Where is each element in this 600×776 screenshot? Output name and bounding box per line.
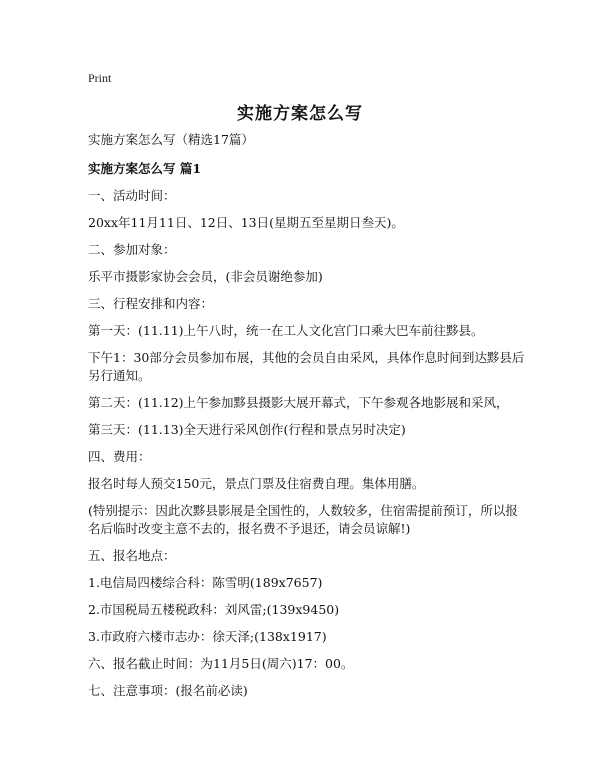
paragraph-activity-time: 20xx年11月11日、12日、13日(星期五至星期日叁天)。 — [88, 215, 404, 230]
paragraph-day-three: 第三天：(11.13)全天进行采风创作(行程和景点另时决定) — [88, 422, 406, 437]
paragraph-participants-heading: 二、参加对象： — [88, 242, 176, 257]
print-label: Print — [88, 71, 112, 85]
document-subtitle: 实施方案怎么写（精选17篇） — [88, 132, 254, 147]
paragraph-itinerary-heading: 三、行程安排和内容： — [88, 296, 214, 311]
paragraph-participants: 乐平市摄影家协会会员，(非会员谢绝参加) — [88, 269, 323, 284]
paragraph-location-2: 2.市国税局五楼税政科：刘风雷;(139x9450) — [88, 602, 340, 617]
paragraph-afternoon-note: 下午1：30部分会员参加布展，其他的会员自由采风，具体作息时间到达黟县后另行通知。 — [88, 350, 525, 383]
paragraph-deadline: 六、报名截止时间：为11月5日(周六)17：00。 — [88, 656, 354, 671]
paragraph-fees: 报名时每人预交150元，景点门票及住宿费自理。集体用膳。 — [88, 476, 425, 491]
paragraph-notes-heading: 七、注意事项：(报名前必读) — [88, 683, 248, 698]
paragraph-location-1: 1.电信局四楼综合科：陈雪明(189x7657) — [88, 575, 323, 590]
paragraph-fees-heading: 四、费用： — [88, 449, 151, 464]
paragraph-day-two: 第二天：(11.12)上午参加黟县摄影大展开幕式，下午参观各地影展和采风， — [88, 395, 509, 410]
paragraph-special-notice: (特别提示：因此次黟县影展是全国性的，人数较多，住宿需提前预订，所以报名后临时改变主意不去的，报名费不予退还，请会员谅解!) — [88, 503, 518, 536]
paragraph-location-3: 3.市政府六楼市志办：徐天泽;(138x1917) — [88, 629, 327, 644]
document-title: 实施方案怎么写 — [237, 104, 363, 124]
paragraph-activity-time-heading: 一、活动时间： — [88, 188, 176, 203]
section-heading: 实施方案怎么写 篇1 — [88, 161, 202, 176]
paragraph-day-one: 第一天：(11.11)上午八时，统一在工人文化宫门口乘大巴车前往黟县。 — [88, 323, 484, 338]
paragraph-registration-location-heading: 五、报名地点： — [88, 548, 176, 563]
